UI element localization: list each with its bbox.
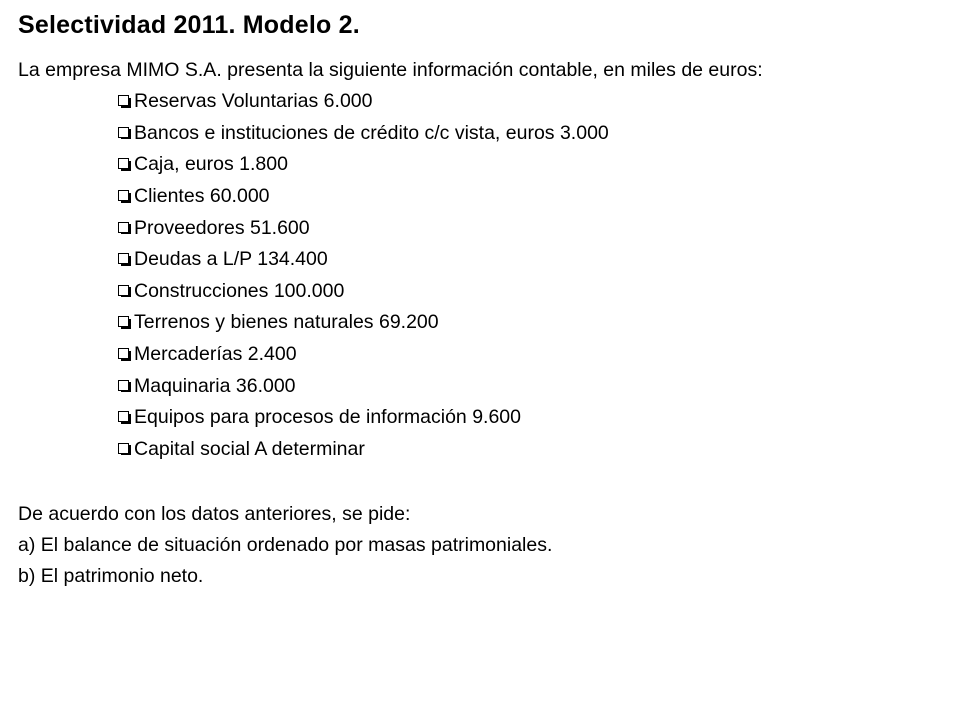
list-item [116, 434, 898, 466]
checkbox-bullet-icon [118, 380, 129, 391]
checkbox-bullet-icon [118, 411, 129, 422]
list-item-text: Equipos para procesos de información 9.600 [134, 406, 521, 429]
checkbox-bullet-icon [118, 316, 129, 327]
page-title: Selectividad 2011. Modelo 2. [18, 11, 360, 39]
checkbox-bullet-icon [118, 443, 129, 454]
list-item-text: Bancos e instituciones de crédito c/c vista, euros 3.000 [134, 121, 609, 144]
list-item [116, 212, 898, 244]
list-item-text: Construcciones 100.000 [134, 279, 345, 302]
accounting-items-list [18, 86, 898, 465]
checkbox-bullet-icon [118, 158, 129, 169]
list-item-text: Caja, euros 1.800 [134, 153, 288, 176]
list-item [116, 118, 898, 150]
list-item [116, 181, 898, 213]
task-a: a) El balance de situación ordenado por masas patrimoniales. [18, 534, 553, 557]
list-item-text: Maquinaria 36.000 [134, 374, 296, 397]
checkbox-bullet-icon [118, 285, 129, 296]
list-item-text: Proveedores 51.600 [134, 216, 310, 239]
tasks-lead: De acuerdo con los datos anteriores, se pide: [18, 503, 411, 526]
checkbox-bullet-icon [118, 222, 129, 233]
list-item-text: Terrenos y bienes naturales 69.200 [134, 311, 439, 334]
list-item [116, 244, 898, 276]
list-item [116, 402, 898, 434]
list-item [116, 370, 898, 402]
list-item-text: Deudas a L/P 134.400 [134, 248, 328, 271]
intro-text: La empresa MIMO S.A. presenta la siguiente información contable, en miles de euros: [18, 59, 763, 81]
list-item-text: Mercaderías 2.400 [134, 343, 297, 366]
checkbox-bullet-icon [118, 348, 129, 359]
list-item [116, 276, 898, 308]
checkbox-bullet-icon [118, 253, 129, 264]
list-item [116, 149, 898, 181]
list-item-text: Clientes 60.000 [134, 185, 270, 208]
spacer [18, 465, 898, 499]
tasks-section [18, 499, 898, 592]
checkbox-bullet-icon [118, 127, 129, 138]
checkbox-bullet-icon [118, 95, 129, 106]
task-b: b) El patrimonio neto. [18, 565, 204, 588]
list-item [116, 307, 898, 339]
list-item-text: Reservas Voluntarias 6.000 [134, 90, 373, 113]
checkbox-bullet-icon [118, 190, 129, 201]
list-item [116, 339, 898, 371]
slide-body [18, 55, 898, 592]
list-item-text: Capital social A determinar [134, 437, 365, 460]
list-item [116, 86, 898, 118]
